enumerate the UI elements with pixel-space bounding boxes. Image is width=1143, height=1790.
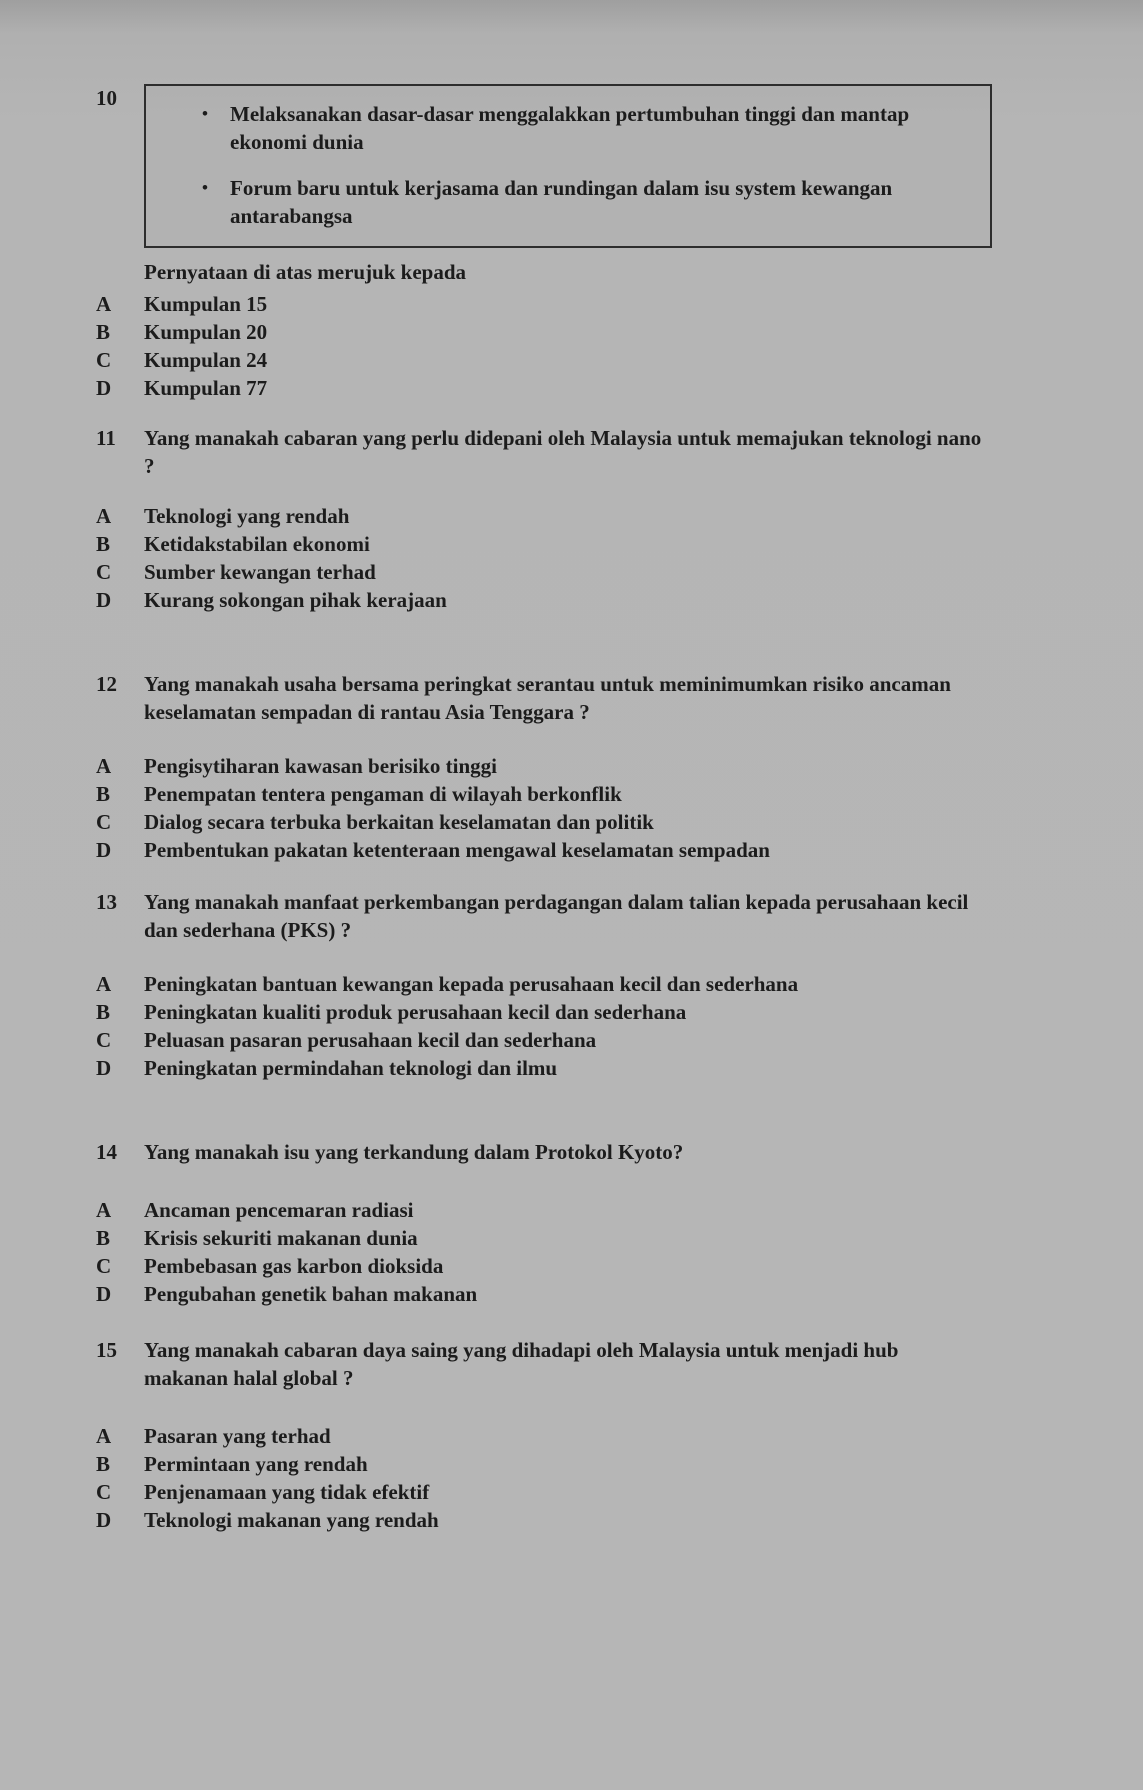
question-number: 10 [96, 86, 117, 110]
option-letter: A [96, 504, 112, 528]
option-text: Dialog secara terbuka berkaitan keselamatan dan politik [144, 810, 654, 834]
option-row [96, 530, 1103, 558]
option-letter: D [96, 838, 112, 862]
option-letter: C [96, 1028, 112, 1052]
option-row [96, 558, 1103, 586]
question-10-header [96, 84, 1103, 286]
option-text: Pembentukan pakatan ketenteraan mengawal keselamatan sempadan [144, 838, 770, 862]
option-letter: D [96, 588, 112, 612]
option-row [96, 1224, 1103, 1252]
option-row [96, 1252, 1103, 1280]
question-13 [96, 888, 1103, 1082]
option-text: Pembebasan gas karbon dioksida [144, 1254, 444, 1278]
option-row [96, 1026, 1103, 1054]
option-letter: C [96, 810, 112, 834]
option-text: Peningkatan bantuan kewangan kepada perusahaan kecil dan sederhana [144, 972, 799, 996]
option-row [96, 998, 1103, 1026]
statement-box [144, 84, 992, 248]
option-text: Kumpulan 77 [144, 376, 268, 400]
option-letter: D [96, 376, 112, 400]
question-number: 12 [96, 672, 117, 696]
option-row [96, 780, 1103, 808]
option-letter: B [96, 1226, 111, 1250]
option-row [96, 808, 1103, 836]
options-list [96, 970, 1103, 1082]
option-letter: A [96, 292, 112, 316]
bullet-icon: • [202, 178, 208, 197]
options-list [96, 1196, 1103, 1308]
option-text: Peningkatan permindahan teknologi dan ilmu [144, 1056, 558, 1080]
option-letter: B [96, 320, 111, 344]
option-letter: B [96, 1000, 111, 1024]
option-row [96, 290, 1103, 318]
question-15 [96, 1336, 1103, 1534]
option-letter: B [96, 782, 111, 806]
option-letter: C [96, 1254, 112, 1278]
option-row [96, 752, 1103, 780]
question-12 [96, 670, 1103, 864]
question-14 [96, 1138, 1103, 1308]
option-letter: C [96, 1480, 112, 1504]
statement-text: Melaksanakan dasar-dasar menggalakkan pertumbuhan tinggi dan mantap ekonomi dunia [230, 102, 910, 154]
question-number: 13 [96, 890, 117, 914]
question-11 [96, 424, 1103, 614]
option-row [96, 374, 1103, 402]
option-text: Ancaman pencemaran radiasi [144, 1198, 414, 1222]
option-text: Krisis sekuriti makanan dunia [144, 1226, 418, 1250]
question-number: 14 [96, 1140, 117, 1164]
option-text: Ketidakstabilan ekonomi [144, 532, 370, 556]
option-letter: D [96, 1056, 112, 1080]
question-number: 15 [96, 1338, 117, 1362]
statement-text: Forum baru untuk kerjasama dan rundingan dalam isu system kewangan antarabangsa [230, 176, 893, 228]
option-text: Permintaan yang rendah [144, 1452, 368, 1476]
question-10-body [144, 84, 982, 286]
option-text: Teknologi makanan yang rendah [144, 1508, 439, 1532]
option-row [96, 346, 1103, 374]
option-text: Kumpulan 24 [144, 348, 268, 372]
question-12-header [96, 670, 1103, 726]
option-text: Kurang sokongan pihak kerajaan [144, 588, 447, 612]
option-letter: A [96, 972, 112, 996]
option-text: Pengubahan genetik bahan makanan [144, 1282, 478, 1306]
option-text: Kumpulan 15 [144, 292, 268, 316]
option-text: Peluasan pasaran perusahaan kecil dan sederhana [144, 1028, 597, 1052]
option-row [96, 836, 1103, 864]
option-row [96, 1422, 1103, 1450]
option-text: Sumber kewangan terhad [144, 560, 376, 584]
option-text: Pengisytiharan kawasan berisiko tinggi [144, 754, 497, 778]
option-letter: A [96, 754, 112, 778]
option-row [96, 1450, 1103, 1478]
option-text: Penempatan tentera pengaman di wilayah berkonflik [144, 782, 622, 806]
option-text: Peningkatan kualiti produk perusahaan kecil dan sederhana [144, 1000, 687, 1024]
option-row [96, 1280, 1103, 1308]
option-row [96, 1196, 1103, 1224]
question-14-header [96, 1138, 1103, 1166]
option-letter: B [96, 1452, 111, 1476]
question-number: 11 [96, 426, 116, 450]
option-row [96, 318, 1103, 346]
option-text: Penjenamaan yang tidak efektif [144, 1480, 430, 1504]
option-letter: D [96, 1282, 112, 1306]
bullet-icon: • [202, 104, 208, 123]
question-10 [96, 84, 1103, 402]
options-list [96, 502, 1103, 614]
option-row [96, 586, 1103, 614]
question-15-header [96, 1336, 1103, 1392]
option-letter: C [96, 348, 112, 372]
question-11-header [96, 424, 1103, 480]
question-stem: Yang manakah cabaran yang perlu didepani oleh Malaysia untuk memajukan teknologi nano ? [144, 426, 982, 478]
option-row [96, 970, 1103, 998]
question-stem: Yang manakah cabaran daya saing yang dihadapi oleh Malaysia untuk menjadi hub makanan halal global ? [144, 1338, 899, 1390]
statement-row [164, 100, 964, 156]
option-row [96, 1054, 1103, 1082]
option-letter: A [96, 1424, 112, 1448]
question-stem: Yang manakah isu yang terkandung dalam Protokol Kyoto? [144, 1140, 684, 1164]
options-list [96, 290, 1103, 402]
question-stem: Yang manakah manfaat perkembangan perdagangan dalam talian kepada perusahaan kecil dan sederhana (PKS) ? [144, 890, 969, 942]
option-letter: D [96, 1508, 112, 1532]
option-letter: A [96, 1198, 112, 1222]
option-text: Teknologi yang rendah [144, 504, 350, 528]
question-13-header [96, 888, 1103, 944]
option-letter: C [96, 560, 112, 584]
option-text: Pasaran yang terhad [144, 1424, 331, 1448]
option-letter: B [96, 532, 111, 556]
option-row [96, 1478, 1103, 1506]
option-text: Kumpulan 20 [144, 320, 268, 344]
option-row [96, 502, 1103, 530]
option-row [96, 1506, 1103, 1534]
options-list [96, 1422, 1103, 1534]
statement-row [164, 174, 964, 230]
question-stem: Pernyataan di atas merujuk kepada [144, 260, 467, 284]
options-list [96, 752, 1103, 864]
question-stem: Yang manakah usaha bersama peringkat serantau untuk meminimumkan risiko ancaman keselamatan sempadan di rantau Asia Tenggara ? [144, 672, 951, 724]
